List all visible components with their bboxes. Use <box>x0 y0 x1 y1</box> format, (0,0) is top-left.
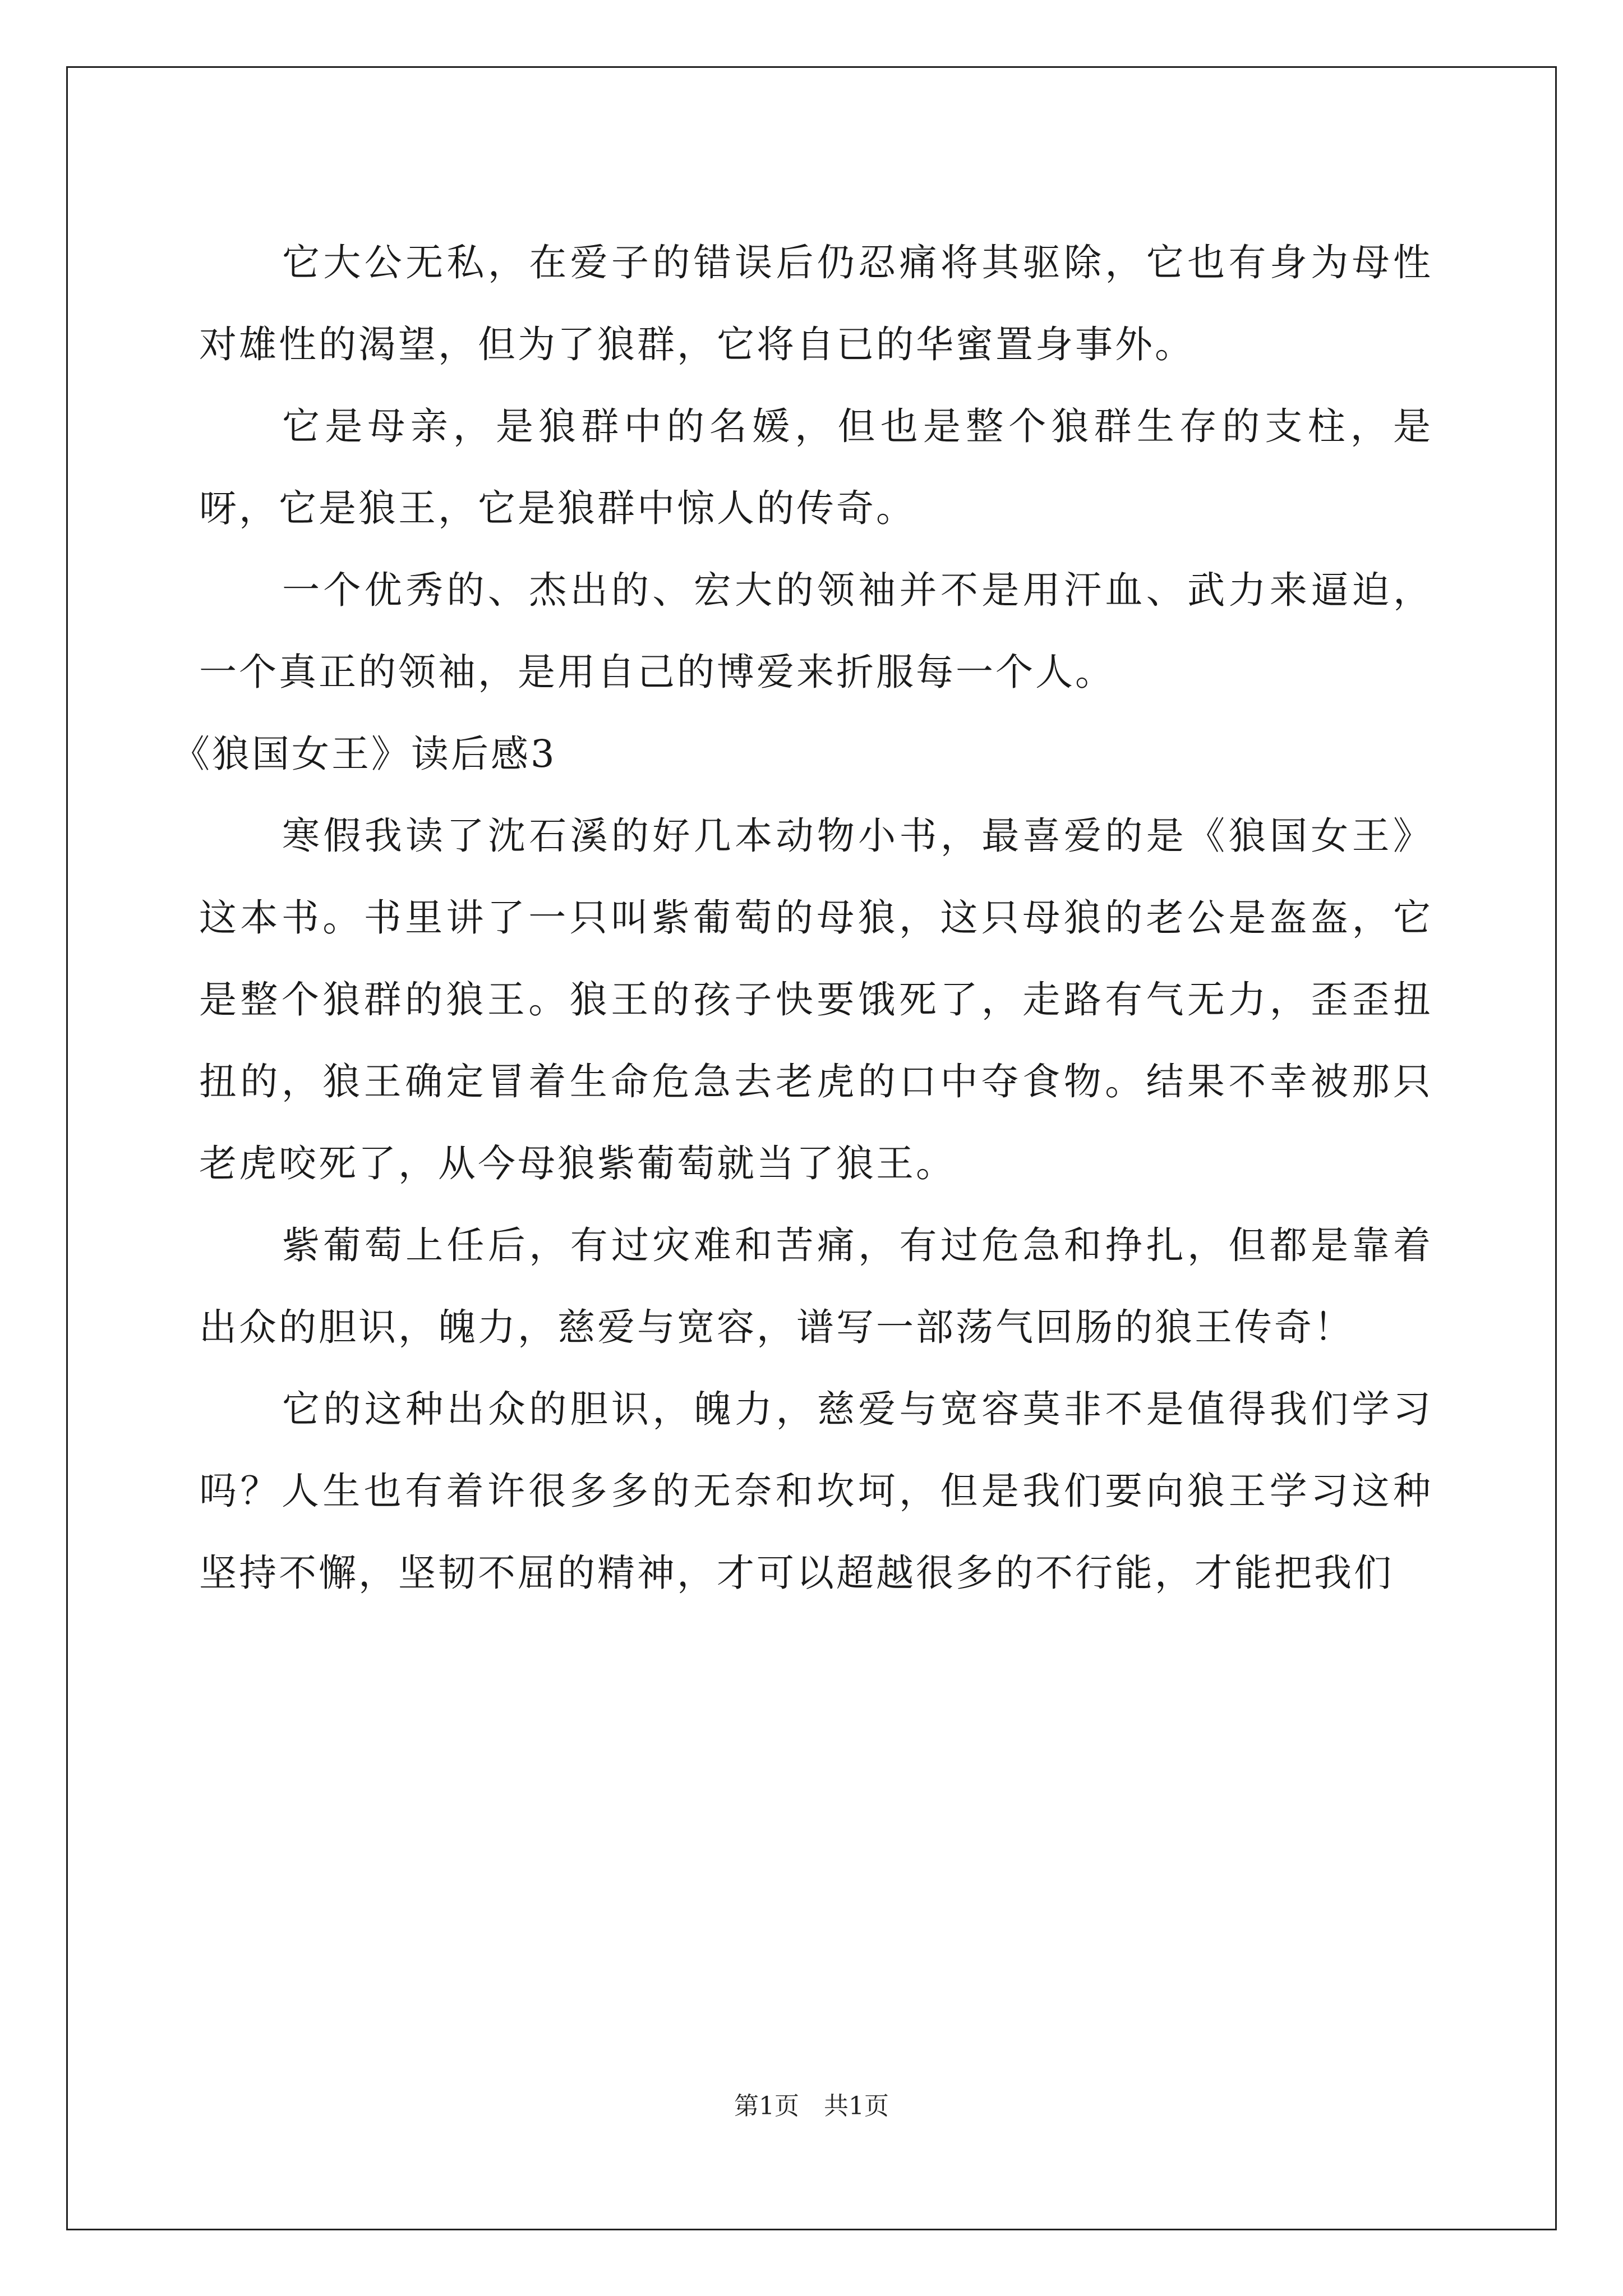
paragraph-5: 紫葡萄上任后，有过灾难和苦痛，有过危急和挣扎，但都是靠着出众的胆识，魄力，慈爱与宽容，谱写一部荡气回肠的狼王传奇！ <box>199 1223 1433 1349</box>
paragraph-6: 它的这种出众的胆识，魄力，慈爱与宽容莫非不是值得我们学习吗？人生也有着许很多多的无奈和坎坷，但是我们要向狼王学习这种坚持不懈，坚韧不屈的精神，才可以超越很多的不行能，才能把我们 <box>199 1387 1433 1595</box>
paragraph-2: 它是母亲，是狼群中的名媛，但也是整个狼群生存的支柱，是呀，它是狼王，它是狼群中惊人的传奇。 <box>199 404 1433 530</box>
paragraph-4: 寒假我读了沈石溪的好几本动物小书，最喜爱的是《狼国女王》这本书。书里讲了一只叫紫葡萄的母狼，这只母狼的老公是盔盔，它是整个狼群的狼王。狼王的孩子快要饿死了，走路有气无力，歪歪扭扭的，狼王确定冒着生命危急去老虎的口中夺食物。结果不幸被那只老虎咬死了，从今母狼紫葡萄就当了狼王。 <box>199 814 1433 1185</box>
page-number-footer: 第1页 共1页 <box>734 2092 889 2120</box>
section-heading: 《狼国女王》读后感3 <box>172 732 557 776</box>
paragraph-3: 一个优秀的、杰出的、宏大的领袖并不是用汗血、武力来逼迫，一个真正的领袖，是用自己的博爱来折服每一个人。 <box>199 568 1433 694</box>
paragraph-1: 它大公无私，在爱子的错误后仍忍痛将其驱除，它也有身为母性对雄性的渴望，但为了狼群，它将自已的华蜜置身事外。 <box>199 241 1433 366</box>
document-body <box>172 222 1433 1614</box>
